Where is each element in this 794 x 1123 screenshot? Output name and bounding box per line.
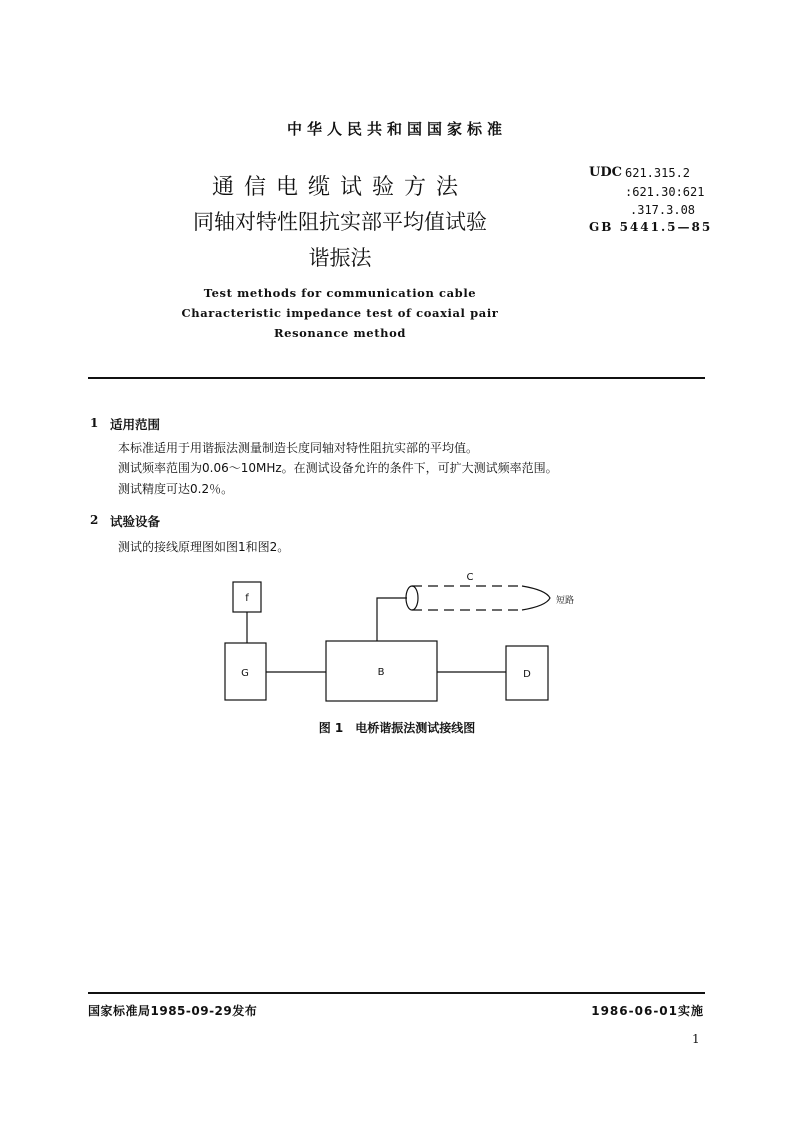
english-title-line-2: Characteristic impedance test of coaxial pair: [181, 306, 499, 320]
title-line-3: 谐振法: [308, 246, 372, 270]
cable-input-end: [406, 586, 418, 610]
section-2-title: 试验设备: [110, 514, 161, 529]
footer-divider: [88, 992, 705, 994]
gb-standard-number: GB 5441.5—85: [589, 220, 713, 234]
header-divider: [88, 377, 705, 379]
f-label: f: [245, 593, 249, 604]
section-2-line-1: 测试的接线原理图如图1和图2。: [118, 540, 290, 554]
title-line-2: 同轴对特性阻抗实部平均值试验: [193, 210, 487, 234]
cable-shorted-end: [522, 586, 550, 610]
english-title-line-3: Resonance method: [274, 326, 406, 340]
section-1-line-3: 测试精度可达0.2％。: [118, 482, 234, 496]
udc-code-line-2: :621.30:621: [625, 185, 705, 199]
b-label: B: [377, 667, 385, 678]
section-2-number: 2: [90, 513, 99, 527]
section-1-title: 适用范围: [110, 417, 161, 432]
effective-date: 1986-06-01实施: [591, 1004, 704, 1018]
d-label: D: [523, 669, 531, 680]
section-1-line-1: 本标准适用于用谐振法测量制造长度同轴对特性阻抗实部的平均值。: [118, 441, 479, 455]
udc-label: UDC: [589, 165, 622, 180]
title-line-1: 通信电缆试验方法: [211, 175, 468, 200]
figure-1-caption: 图 1 电桥谐振法测试接线图: [318, 721, 476, 735]
c-cable-label: C: [466, 572, 474, 583]
udc-code-line-3: .317.3.08: [630, 203, 696, 217]
issue-date: 国家标准局1985-09-29发布: [88, 1004, 258, 1018]
udc-code-line-1: 621.315.2: [625, 166, 691, 180]
bridge-resonance-wiring-diagram: [0, 560, 794, 710]
section-1-line-2: 测试频率范围为0.06～10MHz。在测试设备允许的条件下，可扩大测试频率范围。: [118, 461, 558, 475]
english-title-line-1: Test methods for communication cable: [203, 286, 477, 300]
national-standard-heading: 中华人民共和国国家标准: [286, 120, 507, 138]
short-circuit-label: 短路: [556, 596, 575, 606]
page-number: 1: [692, 1032, 700, 1046]
section-1-number: 1: [90, 416, 99, 430]
g-label: G: [241, 668, 249, 679]
b-to-cable-wire: [377, 598, 407, 641]
